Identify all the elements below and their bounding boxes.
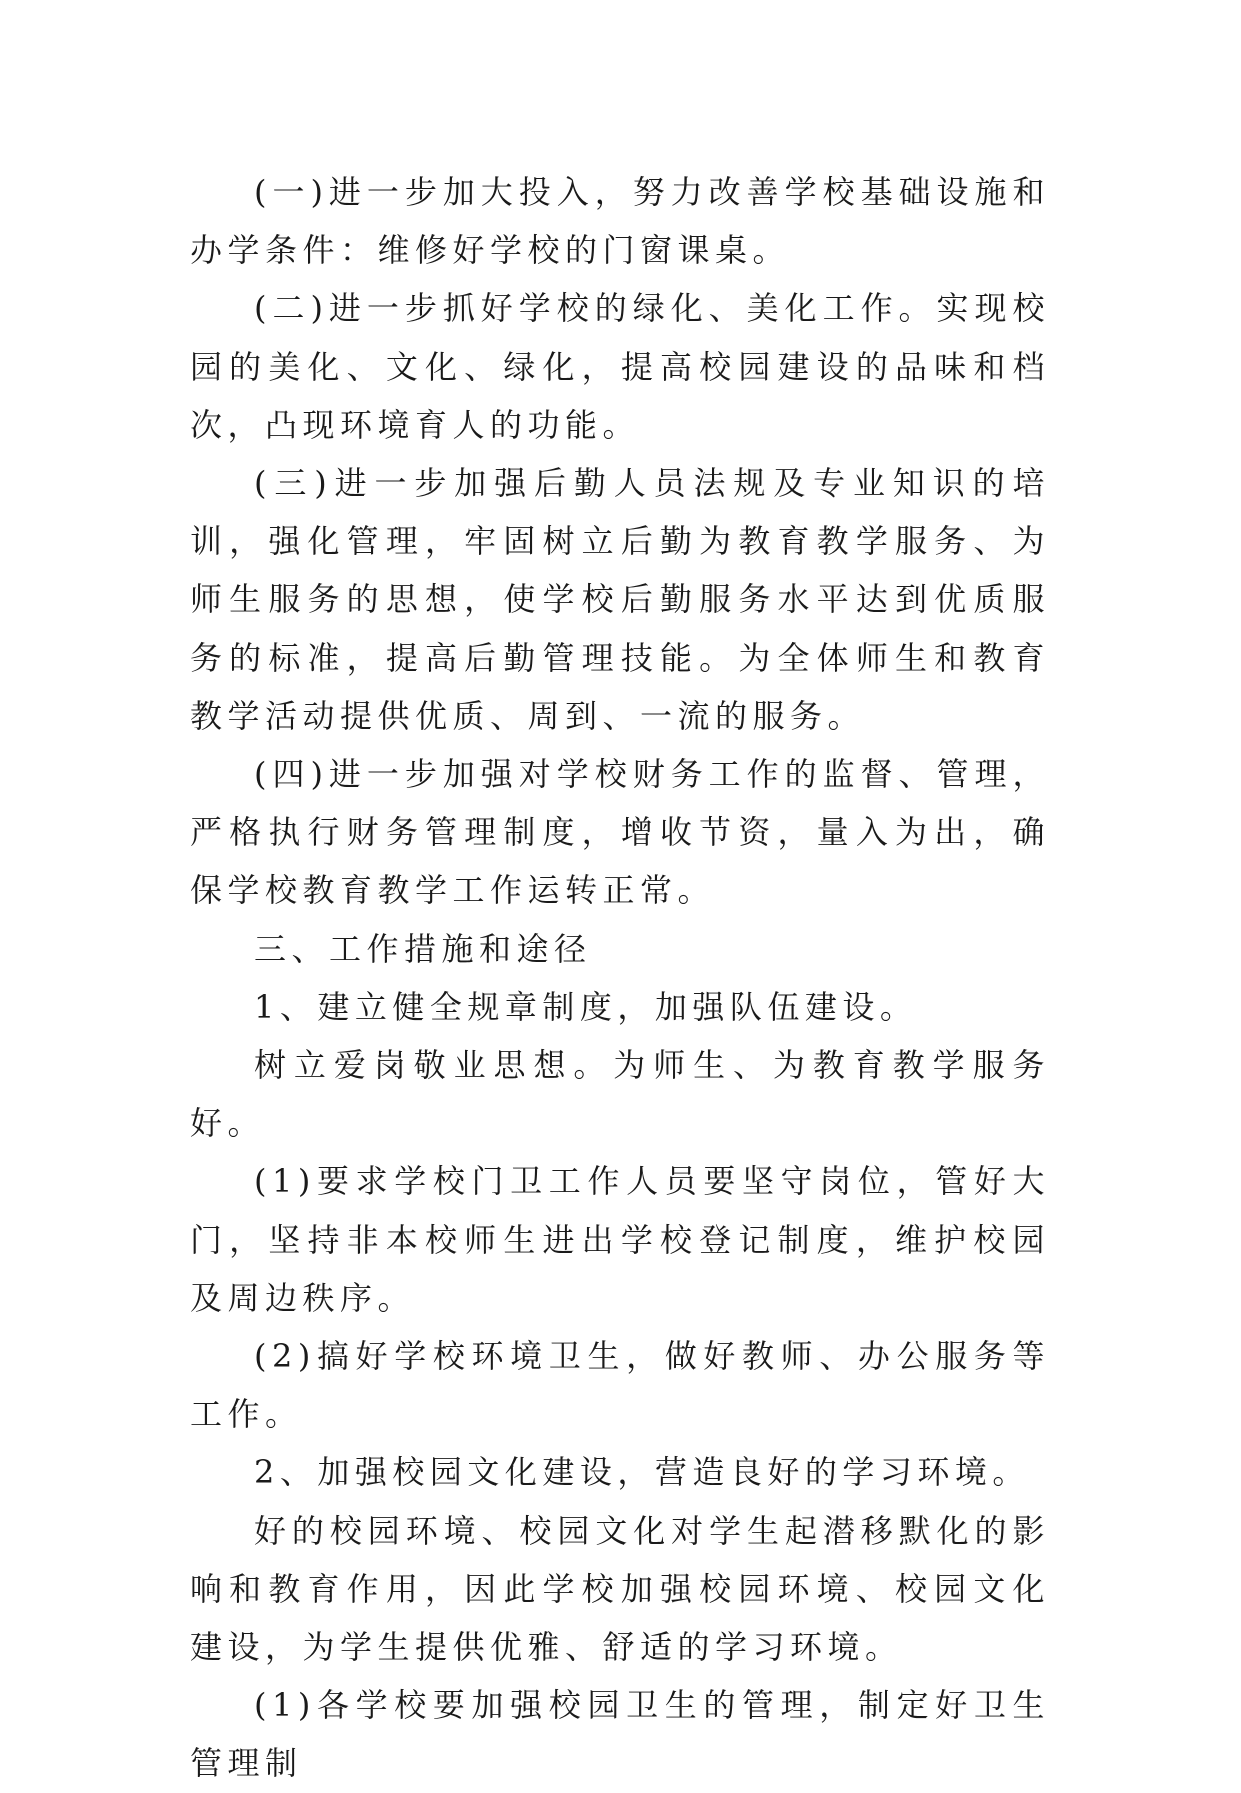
paragraph-10: 好的校园环境、校园文化对学生起潜移默化的影响和教育作用，因此学校加强校园环境、校园文化建设，为学生提供优雅、舒适的学习环境。 <box>190 1511 1050 1667</box>
paragraph-8: (2)搞好学校环境卫生，做好教师、办公服务等工作。 <box>190 1337 1050 1434</box>
document-body <box>190 163 1050 1793</box>
paragraph-2: (二)进一步抓好学校的绿化、美化工作。实现校园的美化、文化、绿化，提高校园建设的品味和档次，凸现环境育人的功能。 <box>190 289 1050 444</box>
paragraph-11: (1)各学校要加强校园卫生的管理，制定好卫生管理制 <box>190 1686 1050 1783</box>
paragraph-9: 2、加强校园文化建设，营造良好的学习环境。 <box>254 1453 1030 1492</box>
paragraph-1: (一)进一步加大投入，努力改善学校基础设施和办学条件：维修好学校的门窗课桌。 <box>190 173 1050 270</box>
paragraph-7: (1)要求学校门卫工作人员要坚守岗位，管好大门，坚持非本校师生进出学校登记制度，维护校园及周边秩序。 <box>190 1162 1050 1317</box>
paragraph-3: (三)进一步加强后勤人员法规及专业知识的培训，强化管理，牢固树立后勤为教育教学服务、为师生服务的思想，使学校后勤服务水平达到优质服务的标准，提高后勤管理技能。为全体师生和教育教学活动提供优质、周到、一流的服务。 <box>190 464 1050 735</box>
section-heading: 三、工作措施和途径 <box>254 929 592 968</box>
paragraph-6: 树立爱岗敬业思想。为师生、为教育教学服务好。 <box>190 1046 1050 1143</box>
paragraph-5: 1、建立健全规章制度，加强队伍建设。 <box>254 987 918 1026</box>
paragraph-4: (四)进一步加强对学校财务工作的监督、管理，严格执行财务管理制度，增收节资，量入为出，确保学校教育教学工作运转正常。 <box>190 755 1050 910</box>
